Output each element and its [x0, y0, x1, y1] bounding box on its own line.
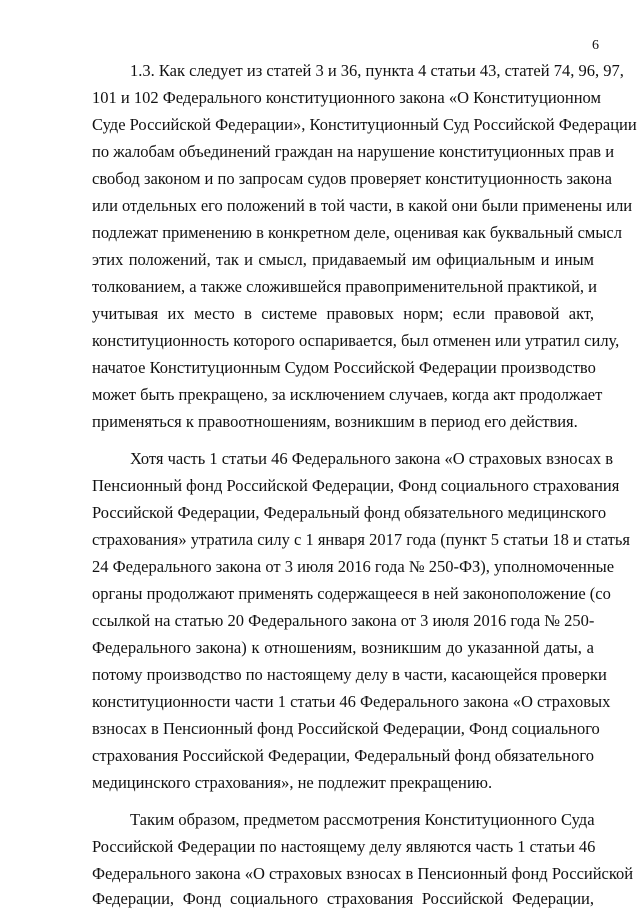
text-line: свобод законом и по запросам судов проверяет конституционность закона [92, 169, 612, 188]
text-line: Хотя часть 1 статьи 46 Федерального закона «О страховых взносах в [130, 449, 613, 468]
text-line: подлежат применению в конкретном деле, оценивая как буквальный смысл [92, 223, 622, 242]
text-line: применяться к правоотношениям, возникшим в период его действия. [92, 412, 578, 431]
text-line: начатое Конституционным Судом Российской Федерации производство [92, 358, 596, 377]
text-line: Российской Федерации, Федеральный фонд обязательного медицинского [92, 503, 607, 522]
text-line: конституционности части 1 статьи 46 Федерального закона «О страховых [92, 692, 611, 711]
text-line: конституционность которого оспаривается, был отменен или утратил силу, [92, 331, 620, 350]
text-line: Федерального закона) к отношениям, возникшим до указанной даты, а [92, 638, 594, 657]
page-number: 6 [592, 38, 599, 53]
text-line: страхования Российской Федерации, Федеральный фонд обязательного [92, 746, 594, 765]
text-line: 1.3. Как следует из статей 3 и 36, пункта 4 статьи 43, статей 74, 96, 97, [130, 61, 624, 80]
text-line: органы продолжают применять содержащееся в ней законоположение (со [92, 584, 611, 603]
text-line: Федерации, Фонд социального страхования Российской Федерации, [92, 889, 594, 908]
text-line: медицинского страхования», не подлежит прекращению. [92, 773, 493, 792]
text-line: толкованием, а также сложившейся правоприменительной практикой, и [92, 277, 597, 296]
text-line: учитывая их место в системе правовых норм; если правовой акт, [92, 304, 594, 323]
text-line: потому производство по настоящему делу в части, касающейся проверки [92, 665, 607, 684]
text-line: этих положений, так и смысл, придаваемый им официальным и иным [92, 250, 594, 269]
text-line: Таким образом, предметом рассмотрения Конституционного Суда [130, 810, 595, 829]
text-line: взносах в Пенсионный фонд Российской Федерации, Фонд социального [92, 719, 600, 738]
text-line: 101 и 102 Федерального конституционного закона «О Конституционном [92, 88, 601, 107]
text-line: или отдельных его положений в той части, в какой они были применены или [92, 196, 633, 215]
text-line: Федерального закона «О страховых взносах в Пенсионный фонд Российской [92, 864, 634, 883]
text-line: Суде Российской Федерации», Конституционный Суд Российской Федерации [92, 115, 637, 134]
text-line: Российской Федерации по настоящему делу являются часть 1 статьи 46 [92, 837, 596, 856]
text-line: по жалобам объединений граждан на нарушение конституционных прав и [92, 142, 615, 161]
text-line: страхования» утратила силу с 1 января 2017 года (пункт 5 статьи 18 и статья [92, 530, 630, 549]
text-line: может быть прекращено, за исключением случаев, когда акт продолжает [92, 385, 603, 404]
text-line: Пенсионный фонд Российской Федерации, Фонд социального страхования [92, 476, 620, 495]
text-line: 24 Федерального закона от 3 июля 2016 года № 250-ФЗ), уполномоченные [92, 557, 615, 576]
text-line: ссылкой на статью 20 Федерального закона от 3 июля 2016 года № 250- [92, 611, 595, 630]
